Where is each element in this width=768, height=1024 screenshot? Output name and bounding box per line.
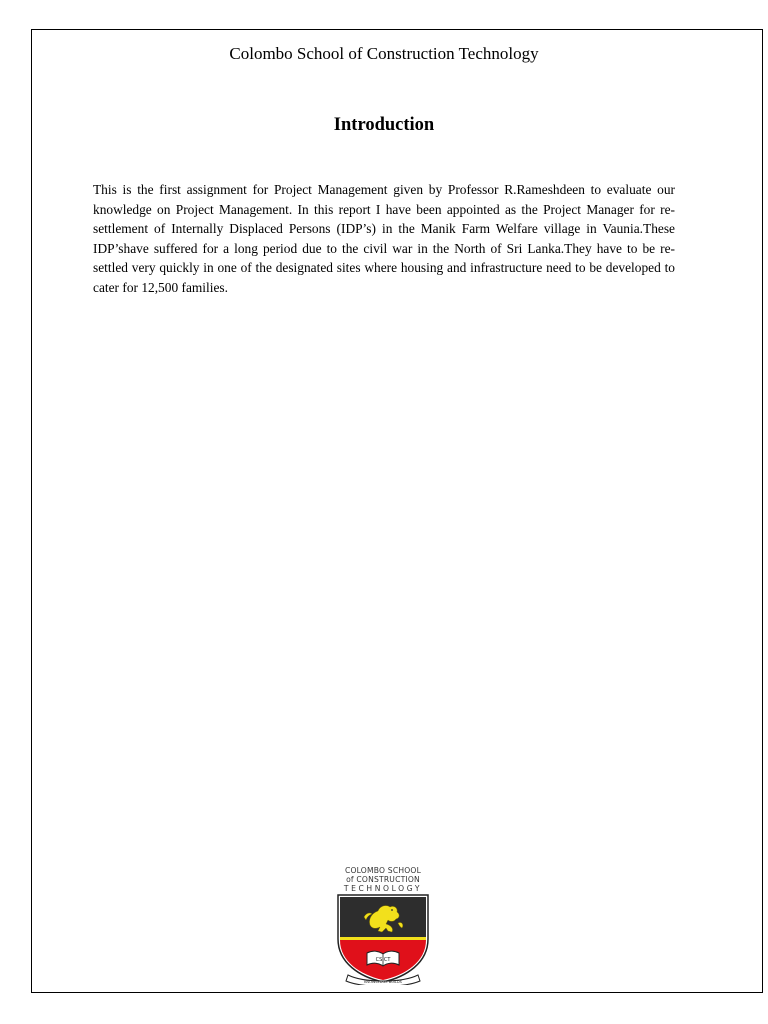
crest-name-line-2: of CONSTRUCTION <box>346 875 420 884</box>
svg-text:CS CT: CS CT <box>375 957 391 963</box>
introduction-paragraph: This is the first assignment for Project Management given by Professor R.Rameshdeen to evaluate our knowledge on Project Management. In this report I have been appointed as the Project Manager for re-settlement of Internally Displaced Persons (IDP’s) in the Manik Farm Welfare village in Vaunia.These IDP’shave suffered for a long period due to the civil war in the North of Sri Lanka.They have to be re-settled very quickly in one of the designated sites where housing and infrastructure need to be developed to cater for 12,500 families. <box>93 182 675 295</box>
institution-header: Colombo School of Construction Technology <box>229 44 539 63</box>
svg-text:KNOWLEDGE BUILDS: KNOWLEDGE BUILDS <box>364 980 402 984</box>
crest-shield-icon <box>334 893 432 985</box>
crest-name-line-3: TECHNOLOGY <box>343 884 423 893</box>
page-border <box>31 29 763 993</box>
crest-name-line-1: COLOMBO SCHOOL <box>344 866 422 875</box>
book-icon <box>367 951 399 966</box>
school-crest-logo <box>330 866 436 984</box>
document-heading: Introduction <box>333 115 435 135</box>
